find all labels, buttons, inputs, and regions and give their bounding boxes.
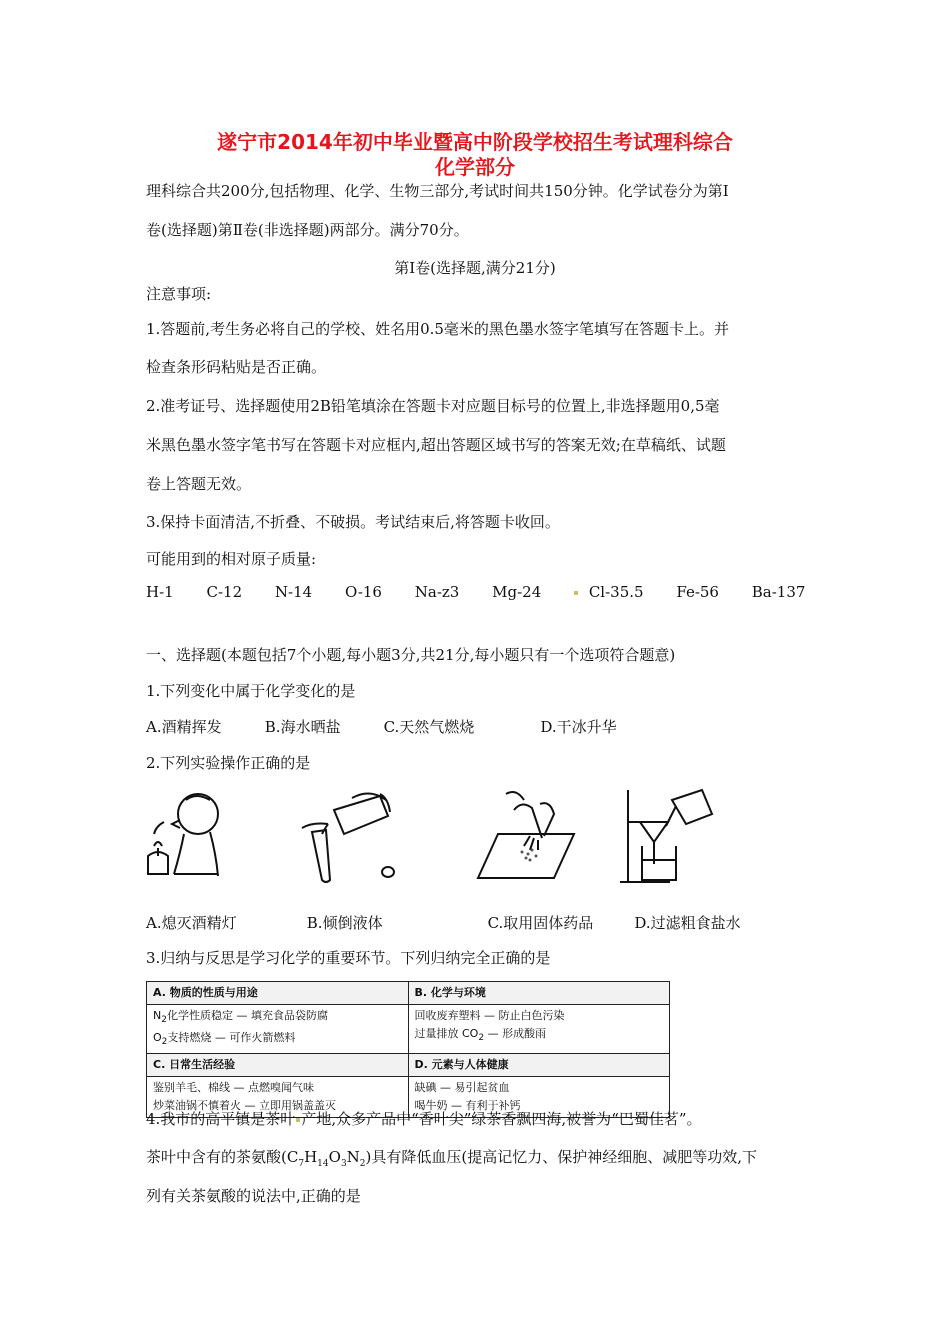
figure-pour-liquid <box>282 786 407 886</box>
notes-heading: 注意事项: <box>146 285 212 303</box>
figure-filtration-drawing <box>618 786 718 886</box>
cell-a-head: A. 物质的性质与用途 <box>147 982 409 1005</box>
atomic-mass: H-1 <box>146 583 174 601</box>
option-d: D.干冰升华 <box>540 718 617 736</box>
cell-b-body <box>408 1005 670 1054</box>
atomic-mass: Ba-137 <box>751 583 806 601</box>
option-b: B.倾倒液体 <box>306 914 383 932</box>
atomic-mass: N-14 <box>274 583 313 601</box>
volume-heading: 第Ⅰ卷(选择题,满分21分) <box>394 259 556 277</box>
section-1-heading: 一、选择题(本题包括7个小题,每小题3分,共21分,每小题只有一个选项符合题意) <box>146 646 676 664</box>
speck-mark <box>296 1118 300 1122</box>
note-2-line-3: 卷上答题无效。 <box>146 475 252 493</box>
atomic-mass: Cl-35.5 <box>588 583 644 601</box>
question-4-line-2: 茶叶中含有的茶氨酸$(C_7H_{14}O_3N_2)$具有降低血压(提高记忆力、保护神经细胞、减肥等功效,下 <box>146 1148 758 1169</box>
option-c: C.取用固体药品 <box>487 914 594 932</box>
cell-d-line-2: 喝牛奶 — 有利于补钙 <box>414 1099 521 1113</box>
figure-take-solid <box>470 786 582 886</box>
question-2: 2.下列实验操作正确的是 <box>146 754 311 772</box>
atomic-mass: O-16 <box>344 583 382 601</box>
question-4-line-1: 4.我市的高平镇是茶叶 产地,众多产品中“香叶尖”绿茶香飘四海,被誉为“巴蜀佳茗”。 <box>146 1110 702 1128</box>
atomic-heading: 可能用到的相对原子质量: <box>146 550 317 568</box>
cell-b-head: B. 化学与环境 <box>408 982 670 1005</box>
atomic-mass: Na-z3 <box>414 583 460 601</box>
figure-take-solid-drawing <box>470 786 582 886</box>
speck-mark <box>574 591 578 595</box>
cell-d-line-1: 缺碘 — 易引起贫血 <box>414 1081 510 1095</box>
atomic-mass: C-12 <box>206 583 243 601</box>
cell-a-body <box>147 1005 409 1054</box>
cell-a-line-1: $N_2$化学性质稳定 — 填充食品袋防腐 <box>153 1009 328 1026</box>
question-4-line-3: 列有关茶氨酸的说法中,正确的是 <box>146 1187 361 1205</box>
summary-table <box>146 981 670 1118</box>
exam-subtitle: 化学部分 <box>435 155 515 179</box>
atomic-mass: Mg-24 <box>492 583 542 601</box>
cell-d-head: D. 元素与人体健康 <box>408 1054 670 1077</box>
note-1-line-2: 检查条形码粘贴是否正确。 <box>146 358 327 376</box>
note-3: 3.保持卡面清洁,不折叠、不破损。考试结束后,将答题卡收回。 <box>146 513 560 531</box>
option-c: C.天然气燃烧 <box>383 718 475 736</box>
question-1: 1.下列变化中属于化学变化的是 <box>146 682 356 700</box>
atomic-mass-list <box>146 583 833 601</box>
cell-c-head: C. 日常生活经验 <box>147 1054 409 1077</box>
cell-c-line-1: 鉴别羊毛、棉线 — 点燃嗅闻气味 <box>153 1081 314 1095</box>
question-2-options <box>146 912 741 933</box>
atomic-mass: Fe-56 <box>676 583 719 601</box>
note-1-line-1: 1.答题前,考生务必将自己的学校、姓名用0.5毫米的黑色墨水签字笔填写在答题卡上。并 <box>146 320 729 338</box>
intro-line-2: 卷(选择题)第Ⅱ卷(非选择题)两部分。满分70分。 <box>146 221 469 239</box>
question-1-options <box>146 716 617 737</box>
exam-title: 遂宁市2014年初中毕业暨高中阶段学校招生考试理科综合 <box>217 130 733 154</box>
figure-filtration <box>618 786 718 886</box>
cell-b-line-2: 过量排放 $CO_2$ — 形成酸雨 <box>414 1027 547 1044</box>
cell-c-line-2: 炒菜油锅不慎着火 — 立即用锅盖盖灭 <box>153 1099 336 1113</box>
option-d: D.过滤粗食盐水 <box>634 914 741 932</box>
option-a: A.熄灭酒精灯 <box>146 914 237 932</box>
question-3: 3.归纳与反思是学习化学的重要环节。下列归纳完全正确的是 <box>146 949 551 967</box>
cell-b-line-1: 回收废弃塑料 — 防止白色污染 <box>414 1009 565 1022</box>
cell-a-line-2: $O_2$支持燃烧 — 可作火箭燃料 <box>153 1031 296 1048</box>
option-b: B.海水晒盐 <box>264 718 341 736</box>
figure-extinguish-lamp <box>140 786 250 886</box>
note-2-line-2: 米黑色墨水签字笔书写在答题卡对应框内,超出答题区域书写的答案无效;在草稿纸、试题 <box>146 436 726 454</box>
intro-line-1: 理科综合共200分,包括物理、化学、生物三部分,考试时间共150分钟。化学试卷分为第Ⅰ <box>146 182 729 200</box>
figure-extinguish-lamp-drawing <box>140 786 250 886</box>
option-a: A.酒精挥发 <box>146 718 222 736</box>
figure-pour-liquid-drawing <box>282 786 407 886</box>
note-2-line-1: 2.准考证号、选择题使用2B铅笔填涂在答题卡对应题目标号的位置上,非选择题用0,5毫 <box>146 397 720 415</box>
